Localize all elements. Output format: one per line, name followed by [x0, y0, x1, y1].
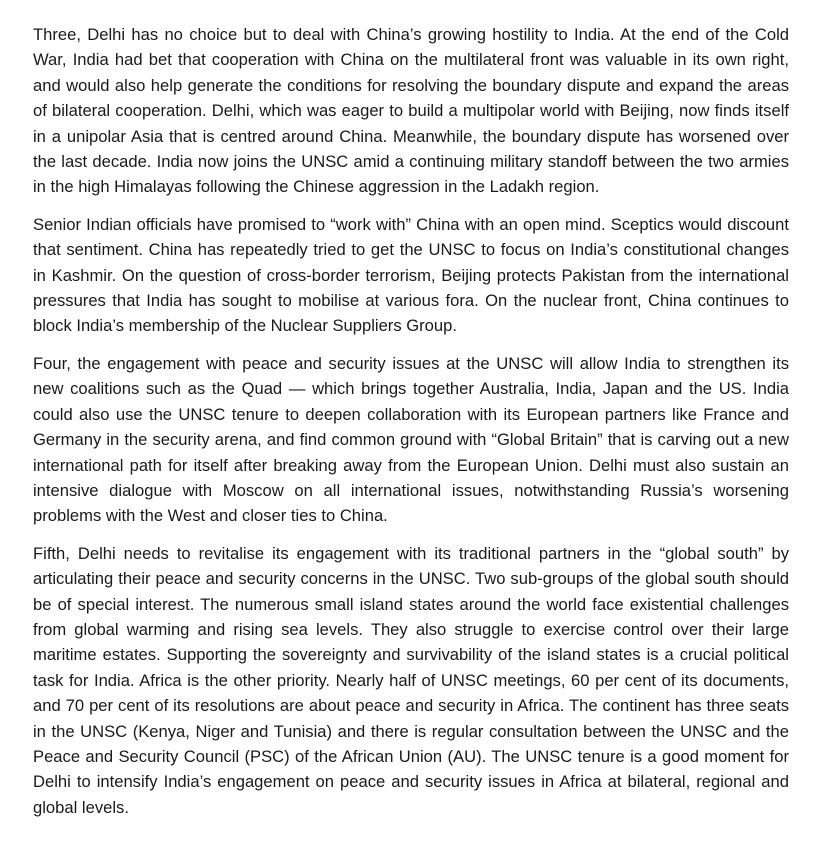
paragraph-new-coalitions: Four, the engagement with peace and security issues at the UNSC will allow India to strengthen its new coalitions such as the Quad — which brings together Australia, India, Japan and the US. India could also use the UNSC tenure to deepen collaboration with its European partners like France and Germany in the security arena, and find common ground with “Global Britain” that is carving out a new international path for itself after breaking away from the European Union. Delhi must also sustain an intensive dialogue with Moscow on all international issues, notwithstanding Russia’s worsening problems with the West and closer ties to China. — [33, 353, 789, 526]
paragraph-work-with-china: Senior Indian officials have promised to “work with” China with an open mind. Sceptics would discount that sentiment. China has repeatedly tried to get the UNSC to focus on India’s constitutional changes in Kashmir. On the question of cross-border terrorism, Beijing protects Pakistan from the international pressures that India has sought to mobilise at various fora. On the nuclear front, China continues to block India’s membership of the Nuclear Suppliers Group. — [33, 214, 789, 336]
paragraph-china-hostility: Three, Delhi has no choice but to deal with China’s growing hostility to India. At the end of the Cold War, India had bet that cooperation with China on the multilateral front was valuable in its own right, and would also help generate the conditions for resolving the boundary dispute and expand the areas of bilateral cooperation. Delhi, which was eager to build a multipolar world with Beijing, now finds itself in a unipolar Asia that is centred around China. Meanwhile, the boundary dispute has worsened over the last decade. India now joins the UNSC amid a continuing military standoff between the two armies in the high Himalayas following the Chinese aggression in the Ladakh region. — [33, 25, 789, 197]
paragraph-global-south: Fifth, Delhi needs to revitalise its engagement with its traditional partners in the “global south” by articulating their peace and security concerns in the UNSC. Two sub-groups of the global south should be of special interest. The numerous small island states around the world face existential challenges from global warming and rising sea levels. They also struggle to exercise control over their large maritime estates. Supporting the sovereignty and survivability of the island states is a crucial political task for India. Africa is the other priority. Nearly half of UNSC meetings, 60 per cent of its documents, and 70 per cent of its resolutions are about peace and security in Africa. The continent has three seats in the UNSC (Kenya, Niger and Tunisia) and there is regular consultation between the UNSC and the Peace and Security Council (PSC) of the African Union (AU). The UNSC tenure is a good moment for Delhi to intensify India’s engagement on peace and security issues in Africa at bilateral, regional and global levels. — [33, 543, 789, 817]
